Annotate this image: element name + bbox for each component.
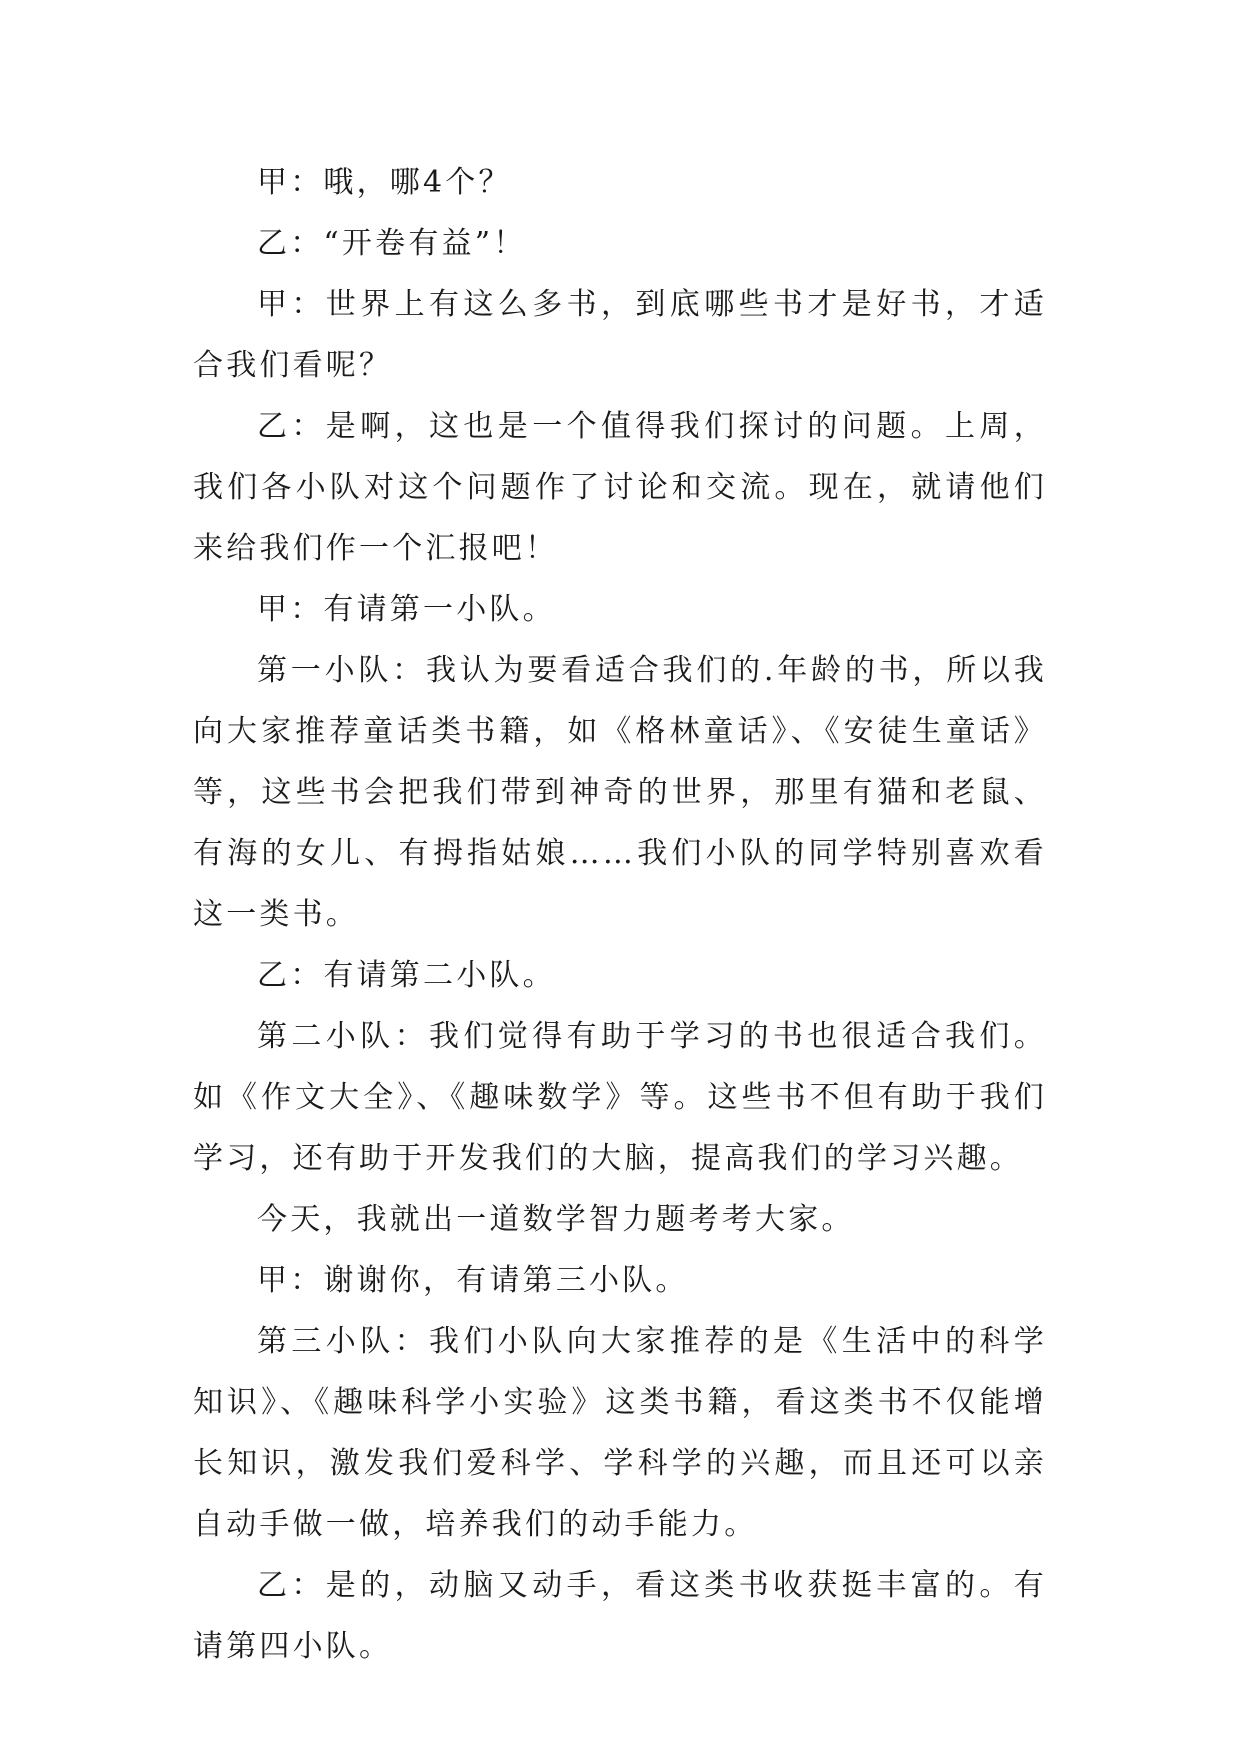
paragraph: 乙：“开卷有益”！	[257, 226, 527, 261]
paragraph: 乙：是的，动脑又动手，看这类书收获挺丰富的。有请第四小队。	[193, 1568, 1047, 1664]
paragraph: 乙：是啊，这也是一个值得我们探讨的问题。上周，我们各小队对这个问题作了讨论和交流。现在，就请他们来给我们作一个汇报吧！	[193, 409, 1047, 566]
paragraph: 第二小队：我们觉得有助于学习的书也很适合我们。如《作文大全》、《趣味数学》等。这些书不但有助于我们学习，还有助于开发我们的大脑，提高我们的学习兴趣。	[193, 1019, 1047, 1176]
paragraph: 甲：世界上有这么多书，到底哪些书才是好书，才适合我们看呢？	[193, 287, 1047, 383]
paragraph: 甲：哦，哪4个？	[257, 165, 512, 200]
paragraph: 甲：谢谢你，有请第三小队。	[257, 1263, 689, 1298]
paragraph: 第一小队：我认为要看适合我们的.年龄的书，所以我向大家推荐童话类书籍，如《格林童话》、《安徒生童话》等，这些书会把我们带到神奇的世界，那里有猫和老鼠、有海的女儿、有拇指姑娘……我们小队的同学特别喜欢看这一类书。	[193, 653, 1047, 932]
paragraph: 乙：有请第二小队。	[257, 958, 556, 993]
paragraph: 今天，我就出一道数学智力题考考大家。	[257, 1202, 855, 1237]
paragraph: 甲：有请第一小队。	[257, 592, 556, 627]
paragraph: 第三小队：我们小队向大家推荐的是《生活中的科学知识》、《趣味科学小实验》这类书籍，看这类书不仅能增长知识，激发我们爱科学、学科学的兴趣，而且还可以亲自动手做一做，培养我们的动手能力。	[193, 1324, 1047, 1542]
document-page	[193, 152, 1047, 1677]
